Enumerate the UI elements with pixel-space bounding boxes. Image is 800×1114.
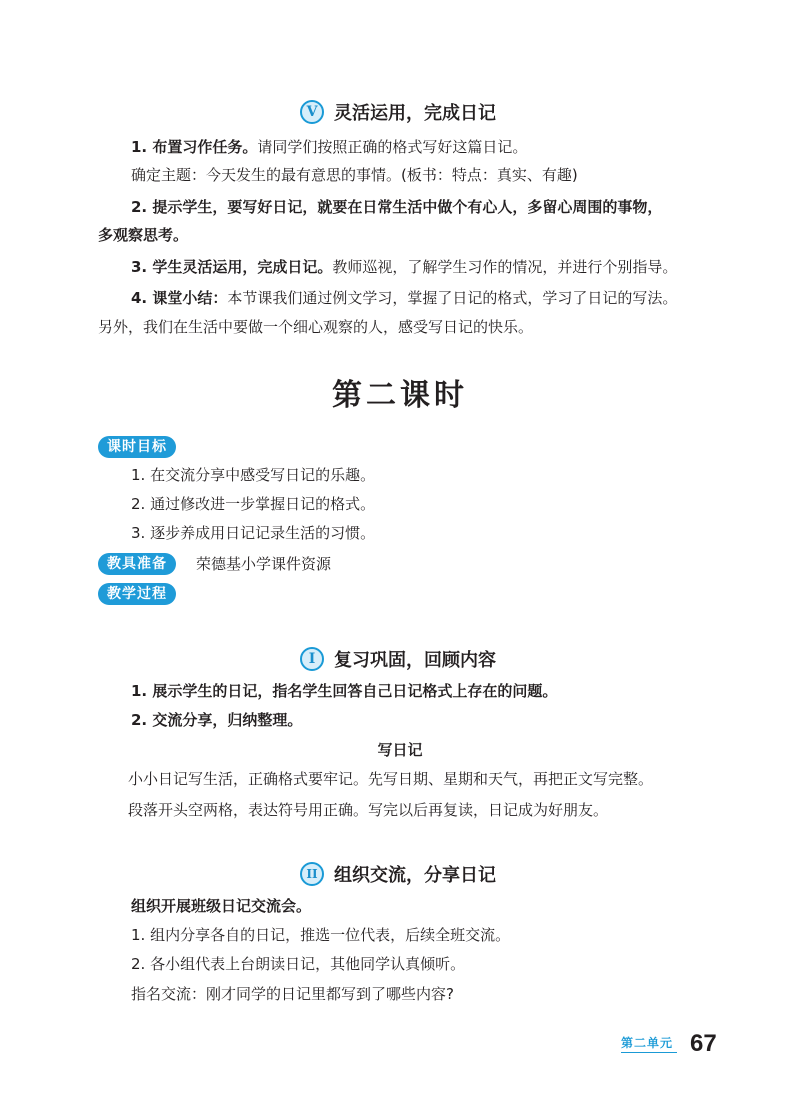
section-heading-i bbox=[300, 644, 496, 674]
footer-divider bbox=[621, 1052, 677, 1053]
lesson-title: 第二课时 bbox=[332, 378, 468, 413]
paragraph-label: 4. 课堂小结： bbox=[131, 289, 228, 307]
section-title: 灵活运用，完成日记 bbox=[334, 103, 496, 124]
process-tag: 教学过程 bbox=[98, 583, 176, 605]
roman-numeral-badge: I bbox=[300, 647, 324, 671]
section-title: 组织交流，分享日记 bbox=[334, 865, 496, 886]
poem-line: 小小日记写生活，正确格式要牢记。先写日期、星期和天气，再把正文写完整。 bbox=[128, 770, 654, 788]
paragraph: 指名交流：刚才同学的日记里都写到了哪些内容? bbox=[131, 985, 454, 1003]
paragraph-text: 教师巡视，了解学生习作的情况，并进行个别指导。 bbox=[332, 258, 678, 276]
paragraph: 2. 各小组代表上台朗读日记，其他同学认真倾听。 bbox=[131, 955, 466, 973]
paragraph-label: 3. 学生灵活运用，完成日记。 bbox=[131, 258, 333, 276]
poem-line: 段落开头空两格，表达符号用正确。写完以后再复读，日记成为好朋友。 bbox=[128, 801, 609, 819]
roman-numeral-badge: II bbox=[300, 862, 324, 886]
materials-tag: 教具准备 bbox=[98, 553, 176, 575]
section-heading-ii bbox=[300, 859, 496, 889]
objective-item: 2. 通过修改进一步掌握日记的格式。 bbox=[131, 495, 376, 513]
paragraph: 2. 交流分享，归纳整理。 bbox=[131, 711, 303, 729]
paragraph: 组织开展班级日记交流会。 bbox=[131, 897, 312, 915]
objective-item: 3. 逐步养成用日记记录生活的习惯。 bbox=[131, 524, 376, 542]
paragraph-text: 本节课我们通过例文学习，掌握了日记的格式，学习了日记的写法。 bbox=[227, 289, 678, 307]
paragraph: 2. 提示学生，要写好日记，就要在日常生活中做个有心人，多留心周围的事物， bbox=[131, 198, 663, 216]
unit-label: 第二单元 bbox=[621, 1036, 674, 1050]
section-heading-v bbox=[300, 97, 496, 127]
page-number: 67 bbox=[690, 1030, 717, 1057]
paragraph bbox=[131, 256, 677, 278]
section-title: 复习巩固，回顾内容 bbox=[334, 650, 496, 671]
paragraph-text: 请同学们按照正确的格式写好这篇日记。 bbox=[257, 138, 528, 156]
paragraph: 另外，我们在生活中要做一个细心观察的人，感受写日记的快乐。 bbox=[98, 318, 534, 336]
objectives-tag: 课时目标 bbox=[98, 436, 176, 458]
paragraph bbox=[131, 287, 677, 309]
paragraph: 确定主题：今天发生的最有意思的事情。(板书：特点：真实、有趣) bbox=[131, 166, 578, 184]
paragraph: 1. 展示学生的日记，指名学生回答自己日记格式上存在的问题。 bbox=[131, 682, 558, 700]
paragraph: 1. 组内分享各自的日记，推选一位代表，后续全班交流。 bbox=[131, 926, 511, 944]
objective-item: 1. 在交流分享中感受写日记的乐趣。 bbox=[131, 466, 376, 484]
materials-text: 荣德基小学课件资源 bbox=[196, 555, 332, 573]
roman-numeral-badge: V bbox=[300, 100, 324, 124]
paragraph bbox=[131, 136, 527, 158]
paragraph-label: 1. 布置习作任务。 bbox=[131, 138, 258, 156]
paragraph: 多观察思考。 bbox=[98, 226, 189, 244]
poem-title: 写日记 bbox=[377, 741, 423, 759]
